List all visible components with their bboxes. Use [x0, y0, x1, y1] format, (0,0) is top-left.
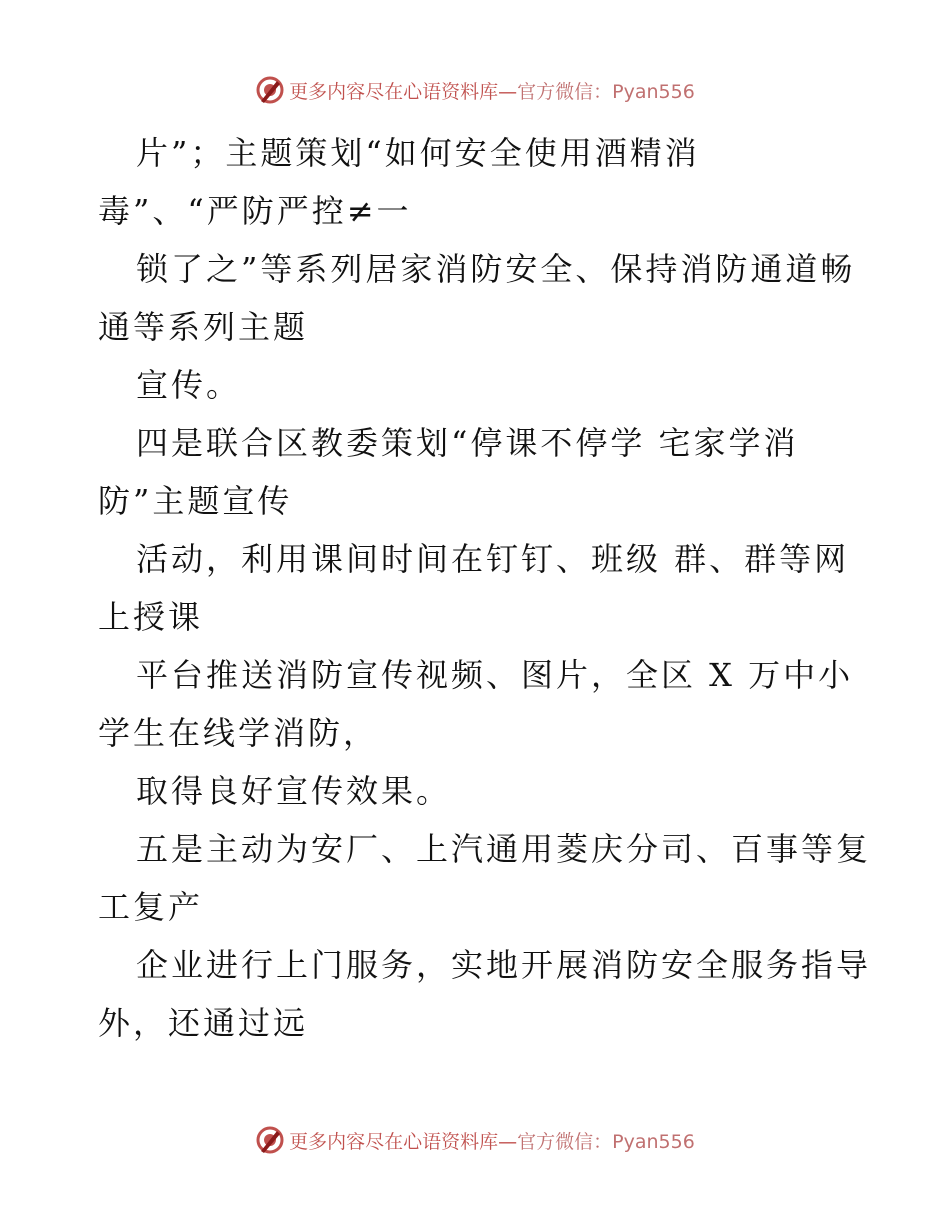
- header-site-text: 更多内容尽在心语资料库—: [289, 80, 518, 103]
- footer-banner: [0, 1120, 950, 1160]
- text-line: 活动，利用课间时间在钉钉、班级 群、群等网: [136, 540, 850, 578]
- text-line: 通等系列主题: [98, 308, 309, 346]
- header-wechat-text: 官方微信：Pyan556: [517, 80, 695, 103]
- text-line: 四是联合区教委策划“停课不停学 宅家学消: [136, 424, 799, 462]
- text-line: 五是主动为安厂、上汽通用菱庆分司、百事等复: [136, 830, 872, 868]
- pen-logo-icon: [255, 1125, 285, 1155]
- footer-site-text: 更多内容尽在心语资料库—: [289, 1130, 518, 1153]
- header-banner: [0, 70, 950, 110]
- footer-banner-text: [289, 1127, 695, 1154]
- text-line: 取得良好宣传效果。: [136, 772, 452, 810]
- header-banner-text: [289, 77, 695, 104]
- pen-logo-icon: [255, 75, 285, 105]
- text-line: 外，还通过远: [98, 1004, 309, 1042]
- text-line: 平台推送消防宣传视频、图片，全区 X 万中小: [136, 656, 854, 694]
- text-line: 毒”、“严防严控≠一: [98, 192, 412, 230]
- document-body: [98, 124, 872, 1052]
- text-line: 学生在线学消防，: [98, 714, 379, 752]
- text-line: 上授课: [98, 598, 204, 636]
- text-line: 工复产: [98, 888, 204, 926]
- text-line: 片”；主题策划“如何安全使用酒精消: [136, 134, 700, 172]
- text-line: 企业进行上门服务，实地开展消防安全服务指导: [136, 946, 872, 984]
- footer-wechat-text: 官方微信：Pyan556: [517, 1130, 695, 1153]
- text-line: 防”主题宣传: [98, 482, 293, 520]
- text-line: 锁了之”等系列居家消防安全、保持消防通道畅: [136, 250, 856, 288]
- text-line: 宣传。: [136, 366, 242, 404]
